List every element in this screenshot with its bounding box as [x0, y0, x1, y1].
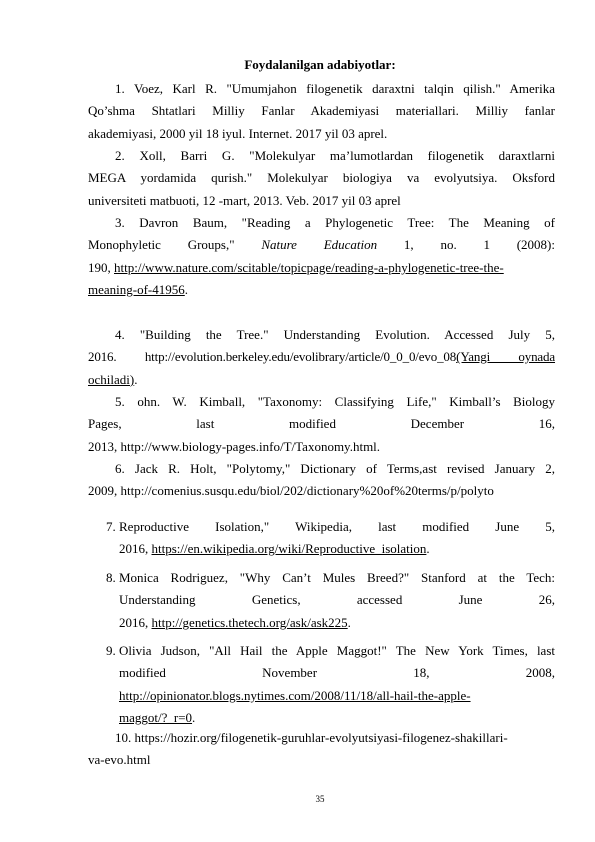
reference-7-year: 2016, — [119, 541, 152, 557]
list-number-8: 8. — [106, 570, 116, 585]
thetech-link[interactable]: http://genetics.thetech.org/ask/ask225 — [151, 614, 348, 630]
reference-3-line-3 — [88, 257, 555, 279]
reference-4-period: . — [134, 371, 138, 387]
reference-5-line-3: 2013, http://www.biology-pages.info/T/Taxonomy.html. — [88, 438, 381, 454]
references-title: Foydalanilgan adabiyotlar: — [244, 57, 396, 72]
nature-link-continued[interactable]: meaning-of-41956 — [88, 282, 185, 298]
reference-7 — [119, 516, 555, 561]
reference-9 — [119, 640, 555, 730]
reference-10 — [88, 727, 555, 772]
reference-7-line-2 — [119, 538, 555, 560]
reference-3-line-1: 3. Davron Baum, "Reading a Phylogenetic Tree: The Meaning of — [115, 215, 555, 230]
reference-1-line-3: akademiyasi, 2000 yil 18 iyul. Internet. 2017 yil 03 aprel. — [88, 125, 388, 141]
reference-3-line-2-text: Monophyletic Groups," — [88, 237, 235, 253]
reference-6-line-1: 6. Jack R. Holt, "Polytomy," Dictionary of Terms,ast revised January 2, — [115, 461, 555, 476]
reference-8-line-1: Monica Rodriguez, "Why Can’t Mules Breed?" Stanford at the Tech: — [119, 570, 555, 585]
reference-2-line-2: MEGA yordamida qurish." Molekulyar biologiya va evolyutsiya. Oksford — [88, 170, 555, 186]
reference-2 — [88, 145, 555, 212]
new-window-link[interactable]: (Yangi oynada — [456, 349, 556, 365]
reference-3 — [88, 212, 555, 302]
reference-4-url: 2016. http://evolution.berkeley.edu/evolibrary/article/0_0_0/evo_08 — [88, 349, 457, 365]
reference-4 — [88, 324, 555, 391]
new-window-link-continued[interactable]: ochiladi) — [88, 371, 135, 387]
reference-4-line-3 — [88, 369, 555, 391]
reference-5-line-1: 5. ohn. W. Kimball, "Taxonomy: Classifying Life," Kimball’s Biology — [115, 394, 555, 409]
reference-7-period: . — [426, 541, 430, 557]
reference-9-period: . — [192, 710, 196, 726]
reference-3-period: . — [184, 282, 189, 298]
reference-6-line-2: 2009, http://comenius.susqu.edu/biol/202/dictionary%20of%20terms/p/polyto — [88, 483, 494, 499]
reference-2-line-3: universiteti matbuoti, 12 -mart, 2013. Veb. 2017 yil 03 aprel — [88, 192, 401, 208]
wikipedia-link[interactable]: https://en.wikipedia.org/wiki/Reproductive_isolation — [151, 541, 427, 557]
reference-4-line-1: 4. "Building the Tree." Understanding Evolution. Accessed July 5, — [115, 327, 555, 342]
reference-1-line-2: Qo’shma Shtatlari Milliy Fanlar Akademiyasi materiallari. Milliy fanlar — [88, 103, 555, 119]
nytimes-link-continued[interactable]: maggot/?_r=0 — [119, 710, 193, 726]
reference-8-year: 2016, — [119, 614, 152, 630]
reference-8 — [119, 567, 555, 634]
page-number: 35 — [315, 794, 325, 804]
reference-3-line-2-tail: 1, no. 1 (2008): — [403, 237, 555, 253]
reference-1 — [88, 78, 555, 145]
reference-5-line-2: Pages, last modified December 16, — [88, 416, 555, 432]
reference-7-line-1: Reproductive Isolation," Wikipedia, last modified June 5, — [119, 519, 555, 534]
reference-3-line-4 — [88, 279, 555, 301]
reference-9-line-3 — [119, 685, 555, 707]
reference-8-line-2: Understanding Genetics, accessed June 26, — [119, 592, 555, 608]
reference-9-line-2: modified November 18, 2008, — [119, 665, 555, 681]
reference-2-line-1: 2. Xoll, Barri G. "Molekulyar ma’lumotlardan filogenetik daraxtlarni — [115, 148, 555, 163]
reference-5 — [88, 391, 555, 458]
reference-10-line-1: 10. https://hozir.org/filogenetik-guruhlar-evolyutsiyasi-filogenez-shakillari- — [115, 730, 508, 745]
reference-9-line-1: Olivia Judson, "All Hail the Apple Maggot!" The New York Times, last — [119, 643, 555, 658]
reference-8-line-3 — [119, 612, 555, 634]
reference-10-line-2: va-evo.html — [88, 752, 151, 768]
reference-6 — [88, 458, 555, 503]
nytimes-link[interactable]: http://opinionator.blogs.nytimes.com/2008/11/18/all-hail-the-apple- — [119, 687, 471, 703]
journal-name: Nature Education — [261, 237, 378, 253]
reference-4-line-2 — [88, 346, 555, 368]
reference-3-line-2 — [88, 234, 555, 256]
list-number-9: 9. — [106, 643, 116, 658]
reference-1-line-1: 1. Voez, Karl R. "Umumjahon filogenetik daraxtni talqin qilish." Amerika — [115, 81, 555, 96]
list-number-7: 7. — [106, 519, 116, 534]
reference-3-page: 190, — [88, 259, 114, 275]
reference-8-period: . — [347, 614, 351, 630]
nature-link[interactable]: http://www.nature.com/scitable/topicpage/reading-a-phylogenetic-tree-the- — [114, 259, 504, 275]
